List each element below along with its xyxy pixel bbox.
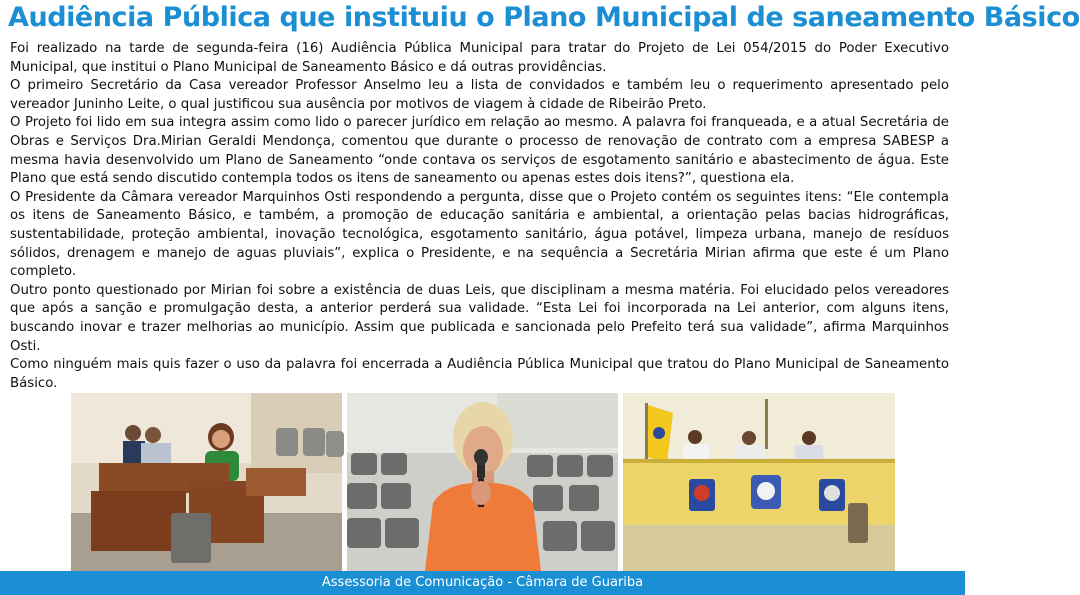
paragraph-4: O Presidente da Câmara vereador Marquinhos Osti respondendo a pergunta, disse que o Projeto contém os seguintes itens: “Ele contempla os itens de Saneamento Básico, e também, a promoção de educação sanitária e ambiental, a orientação pelas bacias hidrográficas, sustentabilidade, proteção ambiental, inovação tecnológica, esgotamento sanitário, água potável, limpeza urbana, manejo de resíduos sólidos, drenagem e manejo de aguas pluviais”, explica o Presidente, e na sequência a Secretária Mirian afirma que este é um Plano completo. — [10, 189, 949, 280]
photo-council-desks — [71, 393, 342, 571]
photo-woman-microphone — [347, 393, 618, 571]
paragraph-6: Como ninguém mais quis fazer o uso da palavra foi encerrada a Audiência Pública Municipal que tratou do Plano Municipal de Saneamento Básico. — [10, 357, 949, 391]
footer-bar — [0, 571, 965, 595]
article-body — [10, 40, 949, 393]
photo-presiding-table — [623, 393, 895, 571]
paragraph-1: Foi realizado na tarde de segunda-feira (16) Audiência Pública Municipal para tratar do Projeto de Lei 054/2015 do Poder Executivo Municipal, que institui o Plano Municipal de Saneamento Básico e dá outras providências. — [10, 41, 949, 75]
footer-credit: Assessoria de Comunicação - Câmara de Guariba — [321, 575, 644, 590]
page-title: Audiência Pública que instituiu o Plano Municipal de saneamento Básico — [8, 2, 1080, 33]
paragraph-5: Outro ponto questionado por Mirian foi sobre a existência de duas Leis, que disciplinam a mesma matéria. Foi elucidado pelos vereadores que após a sanção e promulgação desta, a anterior perderá sua validade. “Esta Lei foi incorporada na Lei anterior, com alguns itens, buscando inovar e trazer melhorias ao município. Assim que publicada e sancionada pelo Prefeito terá sua validade”, afirma Marquinhos Osti. — [10, 282, 949, 354]
paragraph-2: O primeiro Secretário da Casa vereador Professor Anselmo leu a lista de convidados e também leu o requerimento apresentado pelo vereador Juninho Leite, o qual justificou sua ausência por motivos de viagem à cidade de Ribeirão Preto. — [10, 78, 949, 112]
paragraph-3: O Projeto foi lido em sua integra assim como lido o parecer jurídico em relação ao mesmo. A palavra foi franqueada, e a atual Secretária de Obras e Serviços Dra.Mirian Geraldi Mendonça, comentou que durante o processo de renovação de contrato com a empresa SABESP a mesma havia desenvolvido um Plano de Saneamento “onde contava os serviços de esgotamento sanitário e abastecimento de água. Este Plano que está sendo discutido contempla todos os itens de saneamento ou apenas estes dois itens?”, questiona ela. — [10, 115, 949, 187]
